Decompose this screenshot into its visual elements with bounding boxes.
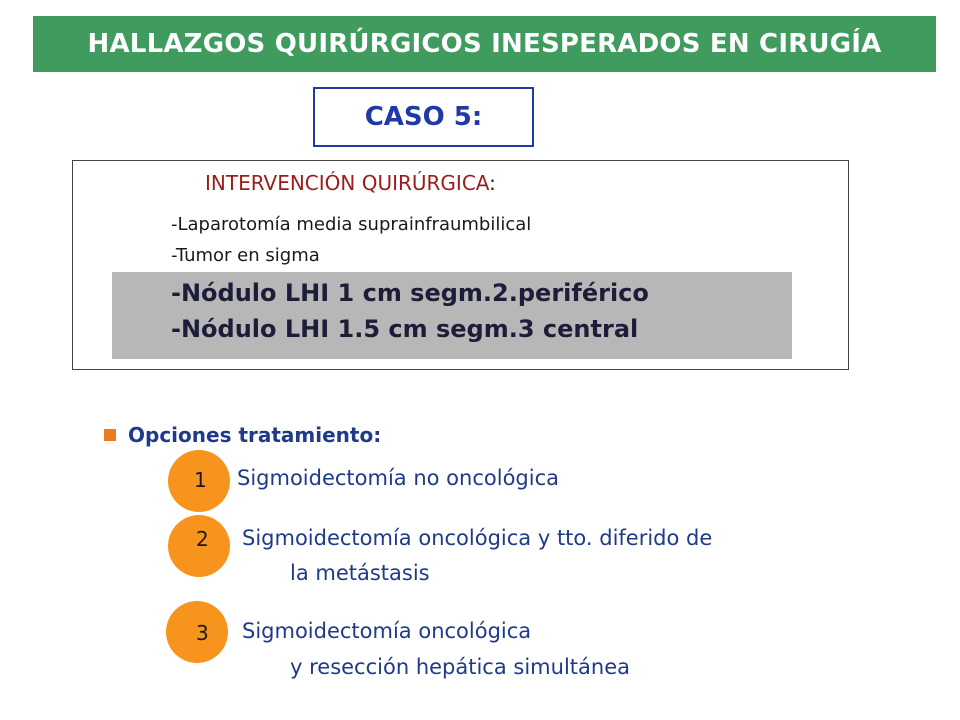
slide-title-banner <box>33 16 936 72</box>
option-3-number: 3 <box>196 621 209 645</box>
intervention-title-text: INTERVENCIÓN QUIRÚRGICA <box>205 171 490 195</box>
square-bullet-icon <box>104 429 116 441</box>
finding-nodule-segment-3: -Nódulo LHI 1.5 cm segm.3 central <box>171 315 639 343</box>
intervention-line-tumor: -Tumor en sigma <box>171 245 320 266</box>
option-2-number: 2 <box>196 527 209 551</box>
intervention-title-colon: : <box>489 171 496 195</box>
option-3-text-line-1: Sigmoidectomía oncológica <box>242 619 532 643</box>
option-2-text-line-1: Sigmoidectomía oncológica y tto. diferido de <box>242 526 713 550</box>
treatment-options-label: Opciones tratamiento: <box>128 423 382 447</box>
slide-title: HALLAZGOS QUIRÚRGICOS INESPERADOS EN CIRUGÍA <box>87 29 882 59</box>
option-1-number: 1 <box>194 468 207 492</box>
highlighted-findings <box>112 272 792 359</box>
intervention-line-laparotomy: -Laparotomía media suprainfraumbilical <box>171 214 532 235</box>
intervention-title <box>205 171 496 195</box>
intervention-panel <box>72 160 849 370</box>
case-label: CASO 5: <box>364 102 483 132</box>
option-1-text: Sigmoidectomía no oncológica <box>237 466 559 490</box>
option-2-text-line-2: la metástasis <box>290 561 430 585</box>
case-label-box <box>313 87 534 147</box>
finding-nodule-segment-2: -Nódulo LHI 1 cm segm.2.periférico <box>171 279 649 307</box>
option-3-text-line-2: y resección hepática simultánea <box>290 655 630 679</box>
treatment-options-heading <box>104 423 381 447</box>
